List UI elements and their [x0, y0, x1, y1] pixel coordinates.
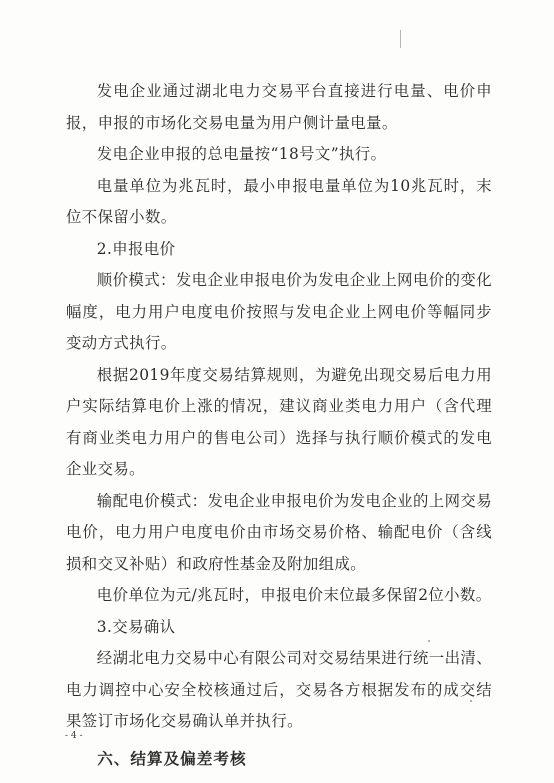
paragraph-settlement-rules: 根据2019年度交易结算规则，为避免出现交易后电力用户实际结算电价上涨的情况，建议商业类电力用户（含代理有商业类电力用户的售电公司）选择与执行顺价模式的发电企业交易。 — [66, 365, 492, 478]
page-number: - 4 - — [65, 731, 83, 741]
scan-mark — [400, 30, 401, 48]
scan-speck — [470, 700, 472, 702]
subheading-trade-confirmation: 3.交易确认 — [96, 617, 176, 636]
scan-speck — [428, 640, 430, 642]
paragraph-confirmation: 经湖北电力交易中心有限公司对交易结果进行统一出清、电力调控中心安全校核通过后，交易各方根据发布的成交结果签订市场化交易确认单并执行。 — [66, 649, 492, 730]
document-body — [66, 76, 492, 775]
section-heading-settlement: 六、结算及偏差考核 — [97, 749, 247, 768]
paragraph-total-volume: 发电企业申报的总电量按“18号文”执行。 — [96, 145, 387, 163]
subheading-declare-price: 2.申报电价 — [96, 239, 176, 258]
paragraph-volume-unit: 电量单位为兆瓦时，最小申报电量单位为10兆瓦时，末位不保留小数。 — [66, 176, 492, 226]
paragraph-declaration-platform: 发电企业通过湖北电力交易平台直接进行电量、电价申报，申报的市场化交易电量为用户侧计量电量。 — [66, 82, 492, 132]
paragraph-pass-through-mode: 顺价模式：发电企业申报电价为发电企业上网电价的变化幅度，电力用户电度电价按照与发电企业上网电价等幅同步变动方式执行。 — [66, 271, 492, 352]
paragraph-transmission-mode: 输配电价模式：发电企业申报电价为发电企业的上网交易电价，电力用户电度电价由市场交易价格、输配电价（含线损和交叉补贴）和政府性基金及附加组成。 — [66, 491, 492, 573]
paragraph-price-unit: 电价单位为元/兆瓦时，申报电价末位最多保留2位小数。 — [96, 586, 492, 604]
